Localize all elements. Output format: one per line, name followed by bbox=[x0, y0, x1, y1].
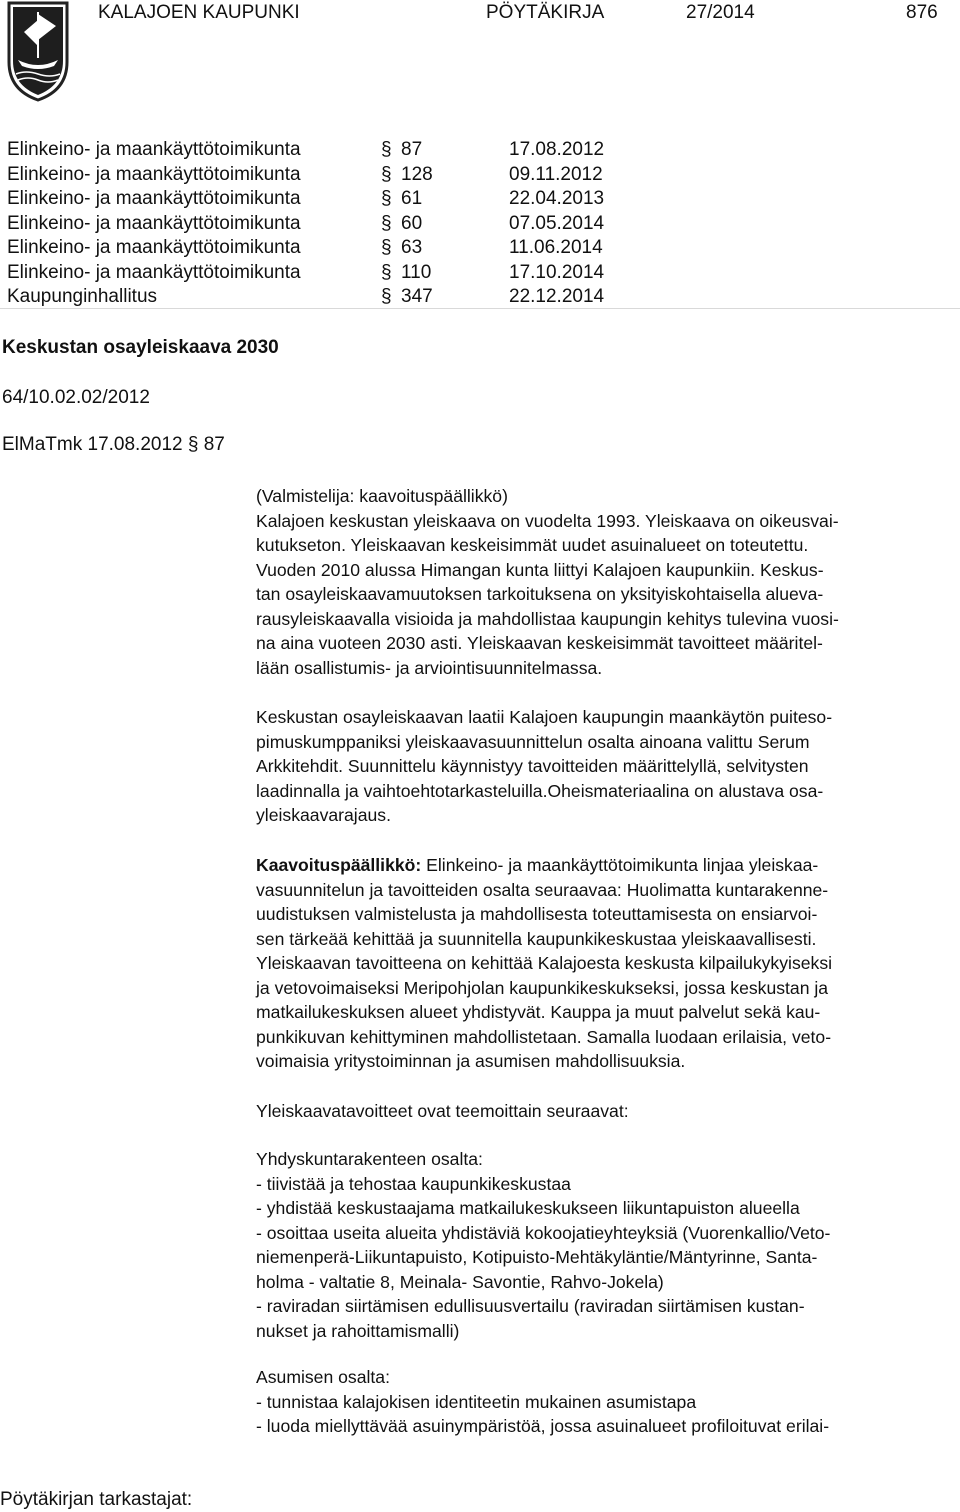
section-symbol: § bbox=[187, 434, 199, 455]
divider bbox=[0, 308, 960, 309]
paragraph-planner bbox=[256, 705, 956, 828]
paragraph-line: kutukseton. Yleiskaavan keskeisimmät uudet asuinalueet on toteutettu. bbox=[256, 535, 809, 555]
goal-line: nukset ja rahoittamismalli) bbox=[256, 1320, 460, 1341]
history-date: 11.06.2014 bbox=[509, 237, 603, 258]
reference-number: 64/10.02.02/2012 bbox=[2, 387, 150, 408]
proposal-text bbox=[256, 878, 956, 1074]
history-body: Elinkeino- ja maankäyttötoimikunta bbox=[7, 261, 301, 283]
goal-line: - luoda miellyttävää asuinympäristöä, jossa asuinalueet profiloituvat erilai- bbox=[256, 1416, 830, 1436]
paragraph-line: pimuskumppaniksi yleiskaavasuunnittelun osalta ainoana valittu Serum bbox=[256, 731, 810, 752]
goals-intro: Yleiskaavatavoitteet ovat teemoittain seuraavat: bbox=[256, 1101, 629, 1121]
paragraph-proposal bbox=[256, 853, 956, 1074]
header-document-number: 27/2014 bbox=[686, 2, 755, 23]
goal-line: Yhdyskuntarakenteen osalta: bbox=[256, 1149, 483, 1169]
history-body: Elinkeino- ja maankäyttötoimikunta bbox=[7, 139, 301, 160]
proposal-label: Kaavoituspäällikkö: bbox=[256, 855, 422, 875]
goal-line: - raviradan siirtämisen edullisuusvertailu (raviradan siirtämisen kustan- bbox=[256, 1296, 805, 1316]
history-body: Elinkeino- ja maankäyttötoimikunta bbox=[7, 163, 301, 185]
paragraph-line: sen tärkeää kehittää ja suunnitella kaupunkikeskustaa yleiskaavallisesti. bbox=[256, 928, 817, 949]
history-date: 17.10.2014 bbox=[509, 261, 605, 283]
paragraph-line: punkikuvan kehittyminen mahdollistetaan. Samalla luodaan erilaisia, veto- bbox=[256, 1026, 832, 1047]
history-date: 17.08.2012 bbox=[509, 139, 605, 160]
paragraph-line: matkailukeskuksen alueet yhdistyvät. Kauppa ja muut palvelut sekä kau- bbox=[256, 1002, 821, 1022]
paragraph-background bbox=[256, 484, 956, 680]
goal-line: niemenperä-Liikuntapuisto, Kotipuisto-Mehtäkyläntie/Mäntyrinne, Santa- bbox=[256, 1247, 818, 1267]
proposal-first-line bbox=[256, 853, 956, 878]
header-page-number: 876 bbox=[906, 2, 938, 23]
goals-housing bbox=[256, 1365, 956, 1439]
footer-inspectors: Pöytäkirjan tarkastajat: bbox=[0, 1489, 193, 1510]
goal-line: - osoittaa useita alueita yhdistäviä kokoojatieyhteyksiä (Vuorenkallio/Veto- bbox=[256, 1222, 831, 1243]
history-section: 128 bbox=[401, 163, 433, 185]
header-city: KALAJOEN KAUPUNKI bbox=[98, 2, 300, 23]
paragraph-line: Arkkitehdit. Suunnittelu käynnistyy tavoitteiden määrittelyllä, selvitysten bbox=[256, 756, 809, 776]
section-symbol: § bbox=[381, 212, 392, 234]
history-section: 60 bbox=[401, 212, 423, 234]
goal-line: Asumisen osalta: bbox=[256, 1367, 390, 1387]
header-document-type: PÖYTÄKIRJA bbox=[486, 2, 605, 23]
paragraph-line: Keskustan osayleiskaavan laatii Kalajoen kaupungin maankäytön puiteso- bbox=[256, 707, 833, 727]
section-symbol: § bbox=[381, 188, 392, 209]
meeting-body: ElMaTmk 17.08.2012 bbox=[2, 434, 183, 455]
history-section: 110 bbox=[401, 261, 432, 283]
goal-line: holma - valtatie 8, Meinala- Savontie, Rahvo-Jokela) bbox=[256, 1271, 664, 1292]
history-date: 22.12.2014 bbox=[509, 286, 605, 307]
history-section: 87 bbox=[401, 139, 423, 160]
goal-line: - tiivistää ja tehostaa kaupunkikeskustaa bbox=[256, 1173, 571, 1194]
history-section: 347 bbox=[401, 286, 433, 307]
section-symbol: § bbox=[381, 286, 392, 307]
paragraph-line: ja vetovoimaiseksi Meripohjolan kaupunkikeskukseksi, jossa keskustan ja bbox=[256, 977, 829, 998]
history-section: 61 bbox=[401, 188, 423, 209]
paragraph-line: voimaisia yritystoiminnan ja asumisen mahdollisuuksia. bbox=[256, 1051, 686, 1071]
goal-line: - yhdistää keskustaajama matkailukeskukseen liikuntapuiston alueella bbox=[256, 1198, 800, 1218]
history-body: Kaupunginhallitus bbox=[7, 286, 158, 307]
paragraph-line: vasuunnitelun ja tavoitteiden osalta seuraavaa: Huolimatta kuntarakenne- bbox=[256, 879, 829, 900]
paragraph-line: rausyleiskaavalla visioida ja mahdollistaa kaupungin kehitys tulevina vuosi- bbox=[256, 608, 839, 629]
paragraph-line: (Valmistelija: kaavoituspäällikkö) bbox=[256, 486, 508, 506]
history-body: Elinkeino- ja maankäyttötoimikunta bbox=[7, 237, 301, 258]
history-date: 07.05.2014 bbox=[509, 212, 605, 234]
section-symbol: § bbox=[381, 163, 392, 185]
paragraph-line: Kalajoen keskustan yleiskaava on vuodelta 1993. Yleiskaava on oikeusvai- bbox=[256, 510, 839, 531]
history-body: Elinkeino- ja maankäyttötoimikunta bbox=[7, 188, 301, 209]
history-date: 09.11.2012 bbox=[509, 163, 603, 185]
matter-title: Keskustan osayleiskaava 2030 bbox=[2, 337, 279, 358]
paragraph-line: uudistuksen valmistelusta ja mahdollisesta toteuttamisesta on ensiarvoi- bbox=[256, 904, 818, 924]
history-body: Elinkeino- ja maankäyttötoimikunta bbox=[7, 212, 301, 234]
history-date: 22.04.2013 bbox=[509, 188, 605, 209]
paragraph-line: na aina vuoteen 2030 asti. Yleiskaavan keskeisimmät tavoitteet määritel- bbox=[256, 633, 823, 653]
paragraph-line: Vuoden 2010 alussa Himangan kunta liittyi Kalajoen kaupunkiin. Keskus- bbox=[256, 559, 824, 580]
goal-line: - tunnistaa kalajokisen identiteetin mukainen asumistapa bbox=[256, 1391, 697, 1412]
section-symbol: § bbox=[381, 261, 392, 283]
paragraph-line: Yleiskaavan tavoitteena on kehittää Kalajoesta keskusta kilpailukykyiseksi bbox=[256, 953, 833, 973]
paragraph-line: tan osayleiskaavamuutoksen tarkoituksena on yksityiskohtaisella alueva- bbox=[256, 584, 824, 604]
meeting-line bbox=[2, 433, 225, 457]
section-symbol: § bbox=[381, 139, 392, 160]
city-crest-logo bbox=[6, 0, 70, 102]
paragraph-line: laadinnalla ja vaihtoehtotarkasteluilla.Oheismateriaalina on alustava osa- bbox=[256, 780, 824, 801]
section-symbol: § bbox=[381, 237, 392, 258]
proposal-first-text: Elinkeino- ja maankäyttötoimikunta linjaa yleiskaa- bbox=[421, 855, 819, 875]
meeting-section: 87 bbox=[203, 434, 225, 455]
history-section: 63 bbox=[401, 237, 423, 258]
paragraph-line: lään osallistumis- ja arviointisuunnitelmassa. bbox=[256, 657, 603, 678]
goals-community-structure bbox=[256, 1147, 956, 1343]
paragraph-line: yleiskaavarajaus. bbox=[256, 805, 391, 825]
